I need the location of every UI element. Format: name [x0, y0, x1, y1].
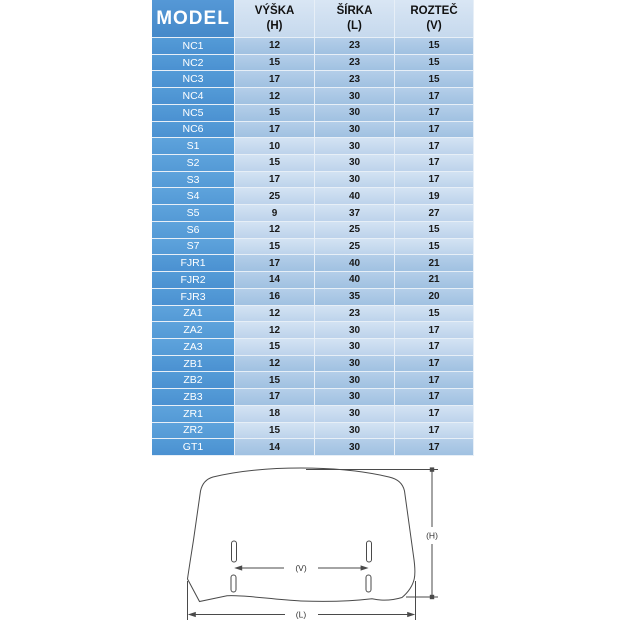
model-cell: ZA2 — [152, 322, 235, 339]
pitch-cell: 17 — [395, 155, 474, 172]
height-cell: 12 — [235, 322, 315, 339]
windshield-outline — [188, 468, 415, 602]
model-cell: NC6 — [152, 122, 235, 139]
model-cell: NC5 — [152, 105, 235, 122]
model-cell: ZB3 — [152, 389, 235, 406]
model-cell: S1 — [152, 138, 235, 155]
pitch-label: (V) — [295, 563, 307, 573]
table-row — [152, 306, 474, 323]
pitch-cell: 15 — [395, 71, 474, 88]
height-cell: 12 — [235, 222, 315, 239]
pitch-cell: 21 — [395, 272, 474, 289]
height-cell: 15 — [235, 105, 315, 122]
pitch-cell: 17 — [395, 138, 474, 155]
table-row — [152, 71, 474, 88]
table-row — [152, 439, 474, 456]
width-cell: 30 — [315, 356, 395, 373]
width-cell: 25 — [315, 239, 395, 256]
width-cell: 30 — [315, 322, 395, 339]
width-cell: 30 — [315, 105, 395, 122]
width-cell: 30 — [315, 172, 395, 189]
model-cell: S6 — [152, 222, 235, 239]
table-row — [152, 272, 474, 289]
pitch-cell: 15 — [395, 239, 474, 256]
model-cell: FJR3 — [152, 289, 235, 306]
pitch-cell: 17 — [395, 172, 474, 189]
height-cell: 18 — [235, 406, 315, 423]
pitch-arrow-right — [361, 565, 369, 570]
pitch-cell: 15 — [395, 38, 474, 55]
height-cell: 17 — [235, 255, 315, 272]
width-cell: 30 — [315, 88, 395, 105]
model-cell: NC2 — [152, 55, 235, 72]
table-row — [152, 138, 474, 155]
height-cell: 15 — [235, 55, 315, 72]
width-cell: 23 — [315, 38, 395, 55]
model-cell: S3 — [152, 172, 235, 189]
model-cell: ZB1 — [152, 356, 235, 373]
pitch-cell: 20 — [395, 289, 474, 306]
pitch-cell: 17 — [395, 439, 474, 456]
pitch-cell: 17 — [395, 88, 474, 105]
width-cell: 25 — [315, 222, 395, 239]
height-cell: 10 — [235, 138, 315, 155]
model-cell: FJR1 — [152, 255, 235, 272]
model-cell: NC4 — [152, 88, 235, 105]
table-row — [152, 172, 474, 189]
table-row — [152, 406, 474, 423]
height-cell: 14 — [235, 272, 315, 289]
height-cell: 15 — [235, 155, 315, 172]
windshield-diagram — [0, 455, 632, 632]
width-cell: 37 — [315, 205, 395, 222]
height-cell: 15 — [235, 339, 315, 356]
mount-slot-top-left — [232, 541, 237, 562]
table-row — [152, 389, 474, 406]
height-cell: 25 — [235, 188, 315, 205]
model-cell: ZR2 — [152, 423, 235, 440]
model-cell: ZB2 — [152, 372, 235, 389]
model-cell: ZA1 — [152, 306, 235, 323]
width-cell: 40 — [315, 255, 395, 272]
height-cell: 17 — [235, 122, 315, 139]
width-cell: 40 — [315, 188, 395, 205]
height-cell: 9 — [235, 205, 315, 222]
height-marker-top — [430, 467, 434, 471]
table-row — [152, 356, 474, 373]
model-cell: S4 — [152, 188, 235, 205]
table-row — [152, 222, 474, 239]
model-cell: FJR2 — [152, 272, 235, 289]
mount-slot-top-right — [367, 541, 372, 562]
width-cell: 35 — [315, 289, 395, 306]
table-row — [152, 105, 474, 122]
width-label: (L) — [295, 609, 307, 620]
pitch-cell: 19 — [395, 188, 474, 205]
column-header-height-unit: (H) — [266, 19, 283, 32]
mount-slot-bottom-left — [231, 575, 236, 592]
pitch-cell: 17 — [395, 423, 474, 440]
width-cell: 30 — [315, 138, 395, 155]
height-cell: 12 — [235, 88, 315, 105]
height-cell: 12 — [235, 356, 315, 373]
column-header-pitch-unit: (V) — [426, 19, 442, 32]
height-cell: 12 — [235, 306, 315, 323]
pitch-cell: 17 — [395, 322, 474, 339]
column-header-height — [235, 0, 315, 38]
column-header-height-label: VÝŠKA — [254, 4, 295, 17]
table-row — [152, 205, 474, 222]
table-row — [152, 239, 474, 256]
width-arrow-left — [188, 612, 196, 617]
width-cell: 40 — [315, 272, 395, 289]
height-cell: 15 — [235, 372, 315, 389]
table-row — [152, 55, 474, 72]
pitch-cell: 17 — [395, 105, 474, 122]
table-row — [152, 38, 474, 55]
table-row — [152, 255, 474, 272]
model-cell: NC1 — [152, 38, 235, 55]
pitch-cell: 17 — [395, 406, 474, 423]
table-header-row — [152, 0, 474, 38]
height-cell: 16 — [235, 289, 315, 306]
model-cell: ZA3 — [152, 339, 235, 356]
pitch-cell: 17 — [395, 372, 474, 389]
table-body — [152, 38, 474, 456]
pitch-cell: 15 — [395, 306, 474, 323]
pitch-cell: 17 — [395, 356, 474, 373]
column-header-width-unit: (L) — [347, 19, 362, 32]
mount-slot-bottom-right — [366, 575, 371, 592]
table-row — [152, 289, 474, 306]
width-cell: 30 — [315, 406, 395, 423]
pitch-cell: 21 — [395, 255, 474, 272]
table-row — [152, 339, 474, 356]
column-header-width-label: ŠÍRKA — [336, 4, 373, 17]
height-marker-bottom — [430, 595, 434, 599]
model-cell: GT1 — [152, 439, 235, 456]
height-cell: 17 — [235, 71, 315, 88]
height-cell: 15 — [235, 423, 315, 440]
table-row — [152, 188, 474, 205]
height-label: (H) — [426, 530, 438, 541]
width-cell: 23 — [315, 55, 395, 72]
model-cell: S7 — [152, 239, 235, 256]
table-row — [152, 423, 474, 440]
width-cell: 30 — [315, 122, 395, 139]
pitch-cell: 17 — [395, 122, 474, 139]
model-cell: ZR1 — [152, 406, 235, 423]
table-row — [152, 155, 474, 172]
width-cell: 30 — [315, 339, 395, 356]
height-cell: 12 — [235, 38, 315, 55]
width-arrow-right — [407, 612, 415, 617]
pitch-cell: 17 — [395, 389, 474, 406]
width-cell: 23 — [315, 306, 395, 323]
height-cell: 14 — [235, 439, 315, 456]
windshield-size-table — [152, 0, 474, 456]
height-cell: 17 — [235, 389, 315, 406]
pitch-cell: 17 — [395, 339, 474, 356]
height-cell: 15 — [235, 239, 315, 256]
column-header-pitch — [395, 0, 474, 38]
width-cell: 30 — [315, 439, 395, 456]
table-row — [152, 88, 474, 105]
height-cell: 17 — [235, 172, 315, 189]
width-cell: 23 — [315, 71, 395, 88]
table-row — [152, 372, 474, 389]
width-cell: 30 — [315, 372, 395, 389]
pitch-cell: 15 — [395, 55, 474, 72]
width-cell: 30 — [315, 423, 395, 440]
model-cell: S5 — [152, 205, 235, 222]
width-cell: 30 — [315, 389, 395, 406]
table-row — [152, 122, 474, 139]
pitch-cell: 15 — [395, 222, 474, 239]
pitch-arrow-left — [234, 565, 242, 570]
column-header-width — [315, 0, 395, 38]
width-cell: 30 — [315, 155, 395, 172]
pitch-cell: 27 — [395, 205, 474, 222]
model-cell: S2 — [152, 155, 235, 172]
model-cell: NC3 — [152, 71, 235, 88]
column-header-pitch-label: ROZTEČ — [410, 4, 458, 17]
column-header-model: MODEL — [152, 0, 235, 38]
table-row — [152, 322, 474, 339]
